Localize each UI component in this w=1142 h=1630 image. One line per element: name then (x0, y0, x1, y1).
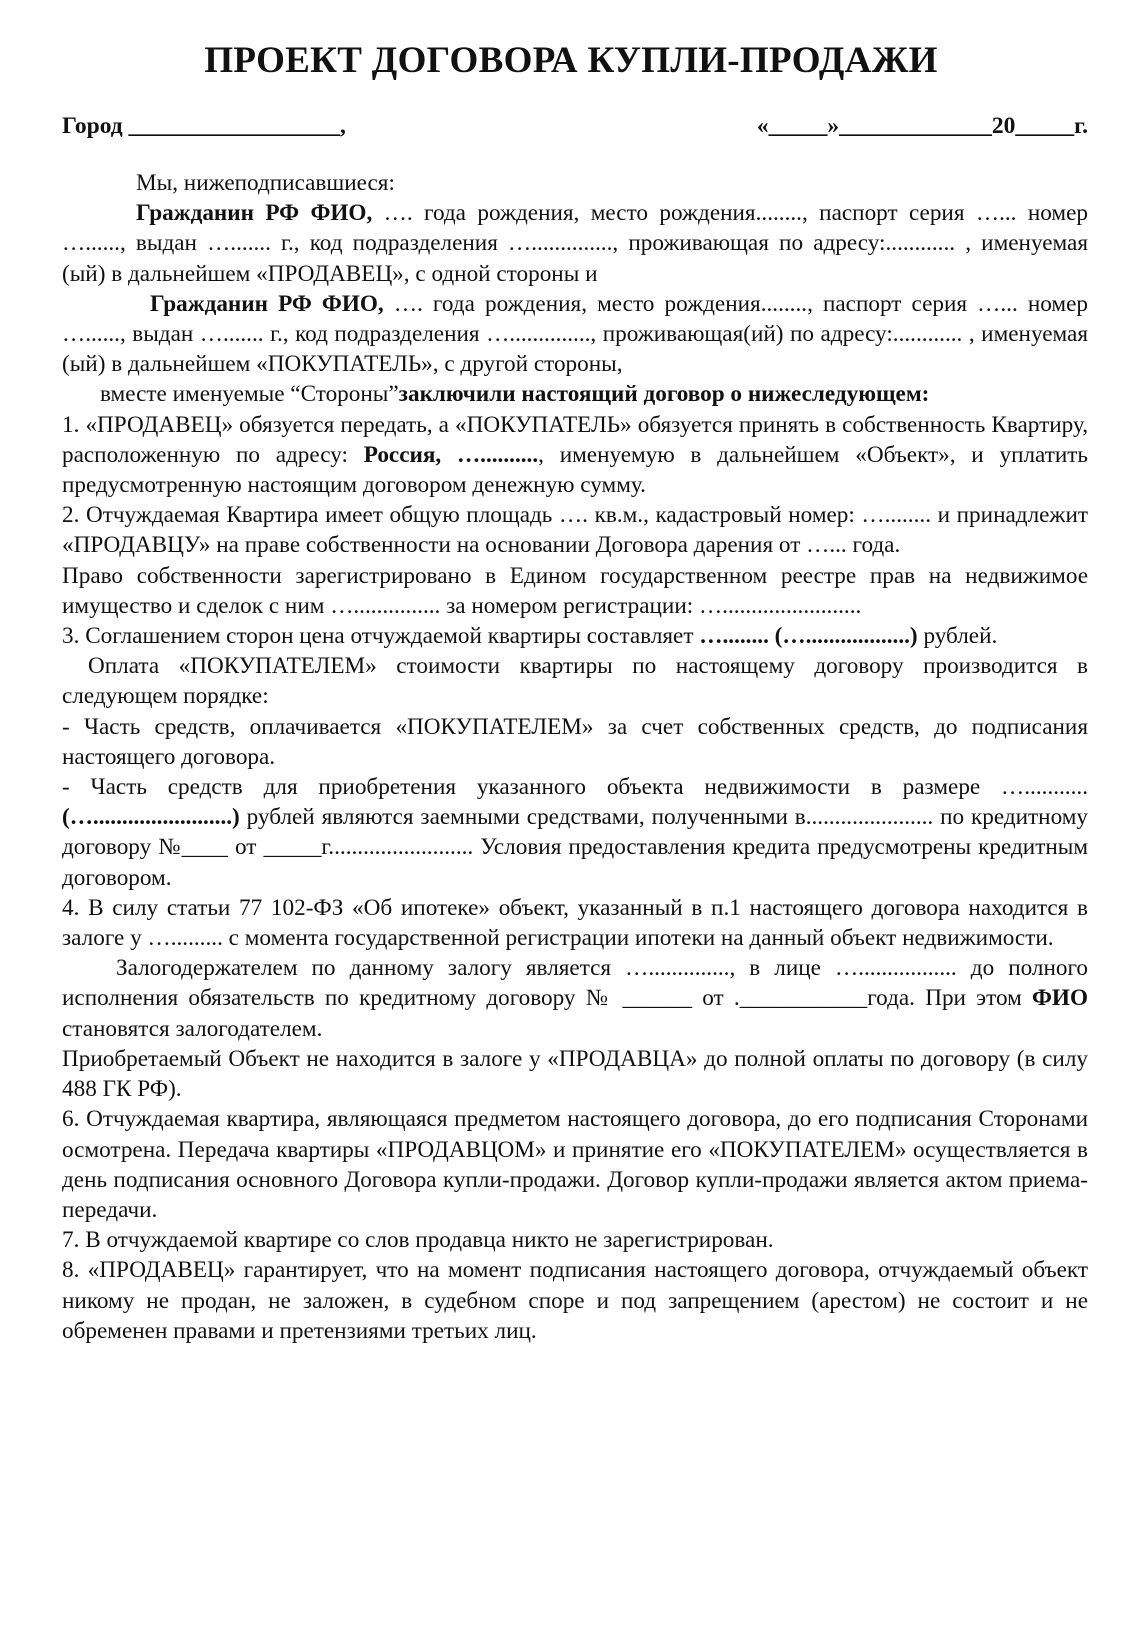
intro-paragraph: Мы, нижеподписавшиеся: (136, 170, 395, 196)
clause-1-text: 1. «ПРОДАВЕЦ» обязуется передать, а «ПОКУПАТЕЛЬ» обязуется принять в собственность Квартиру, расположенную по адресу: (62, 411, 1088, 468)
clause-3-price: …........ (…..................) (699, 623, 918, 650)
buyer-details: …. года рождения, место рождения........, паспорт серия …... номер …......, выдан …....... г., код подразделения ….............., проживающая(ий) по адресу:............ , именуемая (ый) в дальнейшем «ПОКУПАТЕЛЬ», с другой стороны, (62, 290, 1088, 378)
payment-order-paragraph: Оплата «ПОКУПАТЕЛЕМ» стоимости квартиры по настоящему договору производится в следующем порядке: (62, 653, 1088, 710)
clause-2-registration: Право собственности зарегистрировано в Едином государственном реестре прав на недвижимое имущество и сделок с ним …............... за номером регистрации: …........................ (62, 562, 1088, 619)
seller-details: …. года рождения, место рождения........, паспорт серия …... номер …......, выдан …....... г., код подразделения ….............., проживающая по адресу:............ , именуемая (ый) в дальнейшем «ПРОДАВЕЦ», с одной стороны и (62, 200, 1088, 287)
payment-part-1: - Часть средств, оплачивается «ПОКУПАТЕЛЕМ» за счет собственных средств, до подписания настоящего договора. (62, 713, 1088, 770)
clause-2: 2. Отчуждаемая Квартира имеет общую площадь …. кв.м., кадастровый номер: …........ и принадлежит «ПРОДАВЦУ» на праве собственности на основании Договора дарения от …... года. (62, 502, 1088, 559)
payment-part-2 (62, 772, 1088, 893)
clause-1-address: Россия, ….......... (363, 441, 539, 468)
buyer-name: Гражданин РФ ФИО, (150, 290, 384, 317)
pledge-paragraph (62, 953, 1088, 1044)
city-field: Город __________________, (62, 113, 346, 139)
pledge-fio: ФИО (1032, 985, 1088, 1012)
document-title: ПРОЕКТ ДОГОВОРА КУПЛИ-ПРОДАЖИ (204, 40, 938, 81)
clause-3 (62, 621, 1088, 651)
buyer-paragraph (62, 289, 1088, 380)
payment-part-2-text-end: рублей являются заемными средствами, полученными в...................... по кредитному договору №____ от _____г......................... Условия предоставления кредита предусмотрены кредитным договором. (62, 804, 1088, 891)
clause-3-text: 3. Соглашением сторон цена отчуждаемой квартиры составляет (62, 623, 700, 650)
seller-name: Гражданин РФ ФИО, (136, 200, 373, 227)
parties-conclusion: заключили настоящий договор о нижеследующем: (398, 381, 930, 408)
seller-paragraph (62, 198, 1088, 289)
date-field: «_____»_____________20_____г. (756, 113, 1088, 139)
clause-3-currency: рублей. (917, 623, 998, 650)
clause-4: 4. В силу статьи 77 102-ФЗ «Об ипотеке» объект, указанный в п.1 настоящего договора находится в залоге у …......... с момента государственной регистрации ипотеки на данный объект недвижимости. (62, 894, 1088, 952)
place-date-line (62, 111, 1088, 141)
parties-paragraph (62, 379, 1088, 409)
clause-1-text-end: , именуемую в дальнейшем «Объект», и уплатить предусмотренную настоящим договором денежную сумму. (62, 441, 1088, 499)
pledge-seller-paragraph: Приобретаемый Объект не находится в залоге у «ПРОДАВЦА» до полной оплаты по договору (в силу 488 ГК РФ). (62, 1045, 1088, 1103)
payment-part-2-amount: (…........................) (62, 804, 240, 831)
parties-text: вместе именуемые “Стороны” (100, 381, 399, 408)
pledge-text-end: становятся залогодателем. (62, 1015, 323, 1042)
pledge-text: Залогодержателем по данному залогу является ….............., в лице …................. до полного исполнения обязательств по кредитному договору № ______ от .___________года. При этом (62, 955, 1088, 1012)
clause-7: 7. В отчуждаемой квартире со слов продавца никто не зарегистрирован. (62, 1227, 774, 1254)
contract-body (62, 168, 1088, 1346)
clause-1 (62, 410, 1088, 501)
clause-8: 8. «ПРОДАВЕЦ» гарантирует, что на момент подписания настоящего договора, отчуждаемый объект никому не продан, не заложен, в судебном споре и под запрещением (арестом) не состоит и не обременен правами и претензиями третьих лиц. (62, 1257, 1088, 1344)
payment-part-2-text: - Часть средств для приобретения указанного объекта недвижимости в размере …........... (62, 774, 1088, 801)
clause-6: 6. Отчуждаемая квартира, являющаяся предметом настоящего договора, до его подписания Сторонами осмотрена. Передача квартиры «ПРОДАВЦОМ» и принятие его «ПОКУПАТЕЛЕМ» осуществляется в день подписания основного Договора купли-продажи. Договор купли-продажи является актом приема-передачи. (62, 1106, 1088, 1223)
